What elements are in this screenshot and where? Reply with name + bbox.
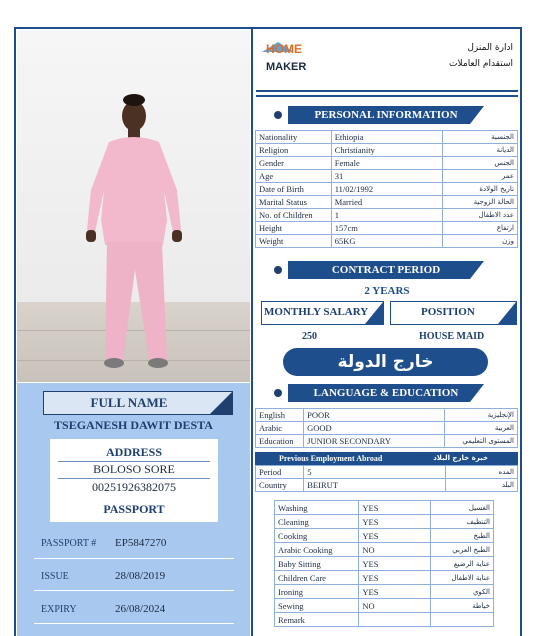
info-row xyxy=(256,183,518,196)
corner-accent xyxy=(470,261,484,279)
corner-accent xyxy=(210,392,232,414)
skill-row xyxy=(275,557,494,571)
info-row xyxy=(256,235,518,248)
skill-row-value xyxy=(359,613,431,627)
prev-row-value: 5 xyxy=(304,466,445,479)
logo-line2: MAKER xyxy=(266,61,307,73)
skill-row-arabic: خياطة xyxy=(430,599,493,613)
contract-period-value: 2 YEARS xyxy=(364,285,410,297)
info-row-arabic: الجنسية xyxy=(443,131,518,144)
skill-row-arabic xyxy=(430,613,493,627)
info-row xyxy=(256,157,518,170)
lang-row xyxy=(256,422,518,435)
info-row-value: 65KG xyxy=(331,235,443,248)
info-row xyxy=(256,209,518,222)
salary-label: MONTHLY SALARY xyxy=(264,306,369,318)
lang-row xyxy=(256,435,518,448)
info-row-label: Age xyxy=(256,170,332,183)
skill-row xyxy=(275,599,494,613)
skill-row-arabic: الكوي xyxy=(430,585,493,599)
lang-row-arabic: العربية xyxy=(444,422,517,435)
divider xyxy=(58,478,210,479)
skill-row-value: YES xyxy=(359,571,431,585)
monthly-salary-header xyxy=(261,301,384,325)
skill-row-value: YES xyxy=(359,585,431,599)
skill-row xyxy=(275,501,494,515)
skill-row-arabic: الطبخ xyxy=(430,529,493,543)
info-row-label: Nationality xyxy=(256,131,332,144)
section-title: LANGUAGE & EDUCATION xyxy=(288,384,484,402)
frame-divider xyxy=(251,27,253,636)
skill-row-value: YES xyxy=(359,557,431,571)
lang-row-label: English xyxy=(256,409,304,422)
header-rule xyxy=(256,90,518,92)
info-row xyxy=(256,196,518,209)
passport-header xyxy=(50,497,218,522)
divider xyxy=(34,623,234,624)
info-row xyxy=(256,131,518,144)
position-value: HOUSE MAID xyxy=(419,331,485,342)
personal-info-table xyxy=(255,130,518,248)
info-row-value: 31 xyxy=(331,170,443,183)
prev-row-arabic: البلد xyxy=(445,479,517,492)
arabic-title-line: استقدام العاملات xyxy=(449,59,513,69)
person-figure xyxy=(17,30,250,382)
lang-row xyxy=(256,409,518,422)
info-row-arabic: ارتفاع xyxy=(443,222,518,235)
bullet-icon xyxy=(274,266,282,274)
language-table xyxy=(255,408,518,448)
home-maker-logo xyxy=(262,34,320,78)
prev-row-arabic: المده xyxy=(445,466,517,479)
expiry-date: 26/08/2024 xyxy=(115,603,166,615)
fullname-header xyxy=(43,391,233,415)
frame-left xyxy=(14,27,16,636)
info-row xyxy=(256,222,518,235)
lang-row-value: POOR xyxy=(304,409,445,422)
lang-row-value: GOOD xyxy=(304,422,445,435)
skill-row-arabic: الغسيل xyxy=(430,501,493,515)
skill-row-label: Arabic Cooking xyxy=(275,543,359,557)
skill-row-label: Washing xyxy=(275,501,359,515)
arabic-title xyxy=(449,40,513,72)
info-row-value: Ethiopia xyxy=(331,131,443,144)
info-row-label: Date of Birth xyxy=(256,183,332,196)
bullet-icon xyxy=(274,111,282,119)
skill-row-value: YES xyxy=(359,501,431,515)
info-row-value: Christianity xyxy=(331,144,443,157)
info-row xyxy=(256,170,518,183)
divider xyxy=(34,590,234,591)
header-rule xyxy=(256,95,518,97)
skill-row-value: YES xyxy=(359,515,431,529)
skill-row xyxy=(275,543,494,557)
lang-row-value: JUNIOR SECONDARY xyxy=(304,435,445,448)
info-row-value: 157cm xyxy=(331,222,443,235)
skill-row-label: Sewing xyxy=(275,599,359,613)
fullname-value: TSEGANESH DAWIT DESTA xyxy=(54,418,213,432)
lang-row-label: Education xyxy=(256,435,304,448)
position-label: POSITION xyxy=(421,306,475,318)
address-box xyxy=(50,439,218,497)
personal-id-panel xyxy=(17,383,250,636)
prev-row xyxy=(256,479,518,492)
info-row-arabic: الديانة xyxy=(443,144,518,157)
info-row-label: Gender xyxy=(256,157,332,170)
logo-line1: HOME xyxy=(266,42,302,56)
skill-row-arabic: عناية الاطفال xyxy=(430,571,493,585)
skill-row-arabic: عناية الرضيع xyxy=(430,557,493,571)
info-row-label: Height xyxy=(256,222,332,235)
skill-row-value: NO xyxy=(359,599,431,613)
skill-row-arabic: الطبخ العربي xyxy=(430,543,493,557)
address-value: BOLOSO SORE xyxy=(93,462,175,476)
prev-row-value: BEIRUT xyxy=(304,479,445,492)
info-row-arabic: تاريخ الولادة xyxy=(443,183,518,196)
section-personal xyxy=(274,106,504,124)
passport-label: PASSPORT xyxy=(103,502,165,516)
frame-top xyxy=(14,27,522,29)
section-language xyxy=(274,384,504,402)
info-row-arabic: عدد الاطفال xyxy=(443,209,518,222)
info-row-value: 1 xyxy=(331,209,443,222)
lang-row-arabic: الإنجليزية xyxy=(444,409,517,422)
salary-value: 250 xyxy=(302,331,317,342)
issue-label: ISSUE xyxy=(41,571,69,582)
expiry-label: EXPIRY xyxy=(41,604,77,615)
info-row-value: 11/02/1992 xyxy=(331,183,443,196)
skill-row-label: Remark xyxy=(275,613,359,627)
skill-row xyxy=(275,529,494,543)
skill-row-label: Ironing xyxy=(275,585,359,599)
skill-row-arabic: التنظيف xyxy=(430,515,493,529)
skill-row xyxy=(275,571,494,585)
skill-row-label: Children Care xyxy=(275,571,359,585)
info-row-arabic: الحالة الزوجية xyxy=(443,196,518,209)
skills-table xyxy=(274,500,494,627)
info-row-label: No. of Children xyxy=(256,209,332,222)
frame-right xyxy=(520,27,522,636)
section-title: PERSONAL INFORMATION xyxy=(288,106,484,124)
corner-accent xyxy=(365,302,383,324)
skill-row-label: Cleaning xyxy=(275,515,359,529)
previous-employment-arabic: خبرة خارج البلاد xyxy=(433,454,488,462)
prev-row-label: Period xyxy=(256,466,304,479)
address-number: 00251926382075 xyxy=(92,480,176,494)
lang-row-arabic: المستوى التعليمي xyxy=(444,435,517,448)
issue-date: 28/08/2019 xyxy=(115,570,166,582)
skill-row-value: NO xyxy=(359,543,431,557)
section-contract xyxy=(274,261,504,279)
skill-row-label: Baby Sitting xyxy=(275,557,359,571)
skill-row xyxy=(275,515,494,529)
prev-row-label: Country xyxy=(256,479,304,492)
skill-row-label: Cooking xyxy=(275,529,359,543)
info-row xyxy=(256,144,518,157)
corner-accent xyxy=(470,384,484,402)
candidate-photo xyxy=(17,30,250,382)
fullname-label: FULL NAME xyxy=(90,395,168,410)
skill-row-value: YES xyxy=(359,529,431,543)
info-row-label: Religion xyxy=(256,144,332,157)
info-row-arabic: وزن xyxy=(443,235,518,248)
prev-row xyxy=(256,466,518,479)
passport-number-value: EP5847270 xyxy=(115,537,167,549)
previous-employment-title: Previous Employment Abroad xyxy=(279,454,383,463)
passport-number-label: PASSPORT # xyxy=(41,538,97,549)
info-row-label: Weight xyxy=(256,235,332,248)
bullet-icon xyxy=(274,389,282,397)
address-label: ADDRESS xyxy=(105,445,162,459)
info-row-arabic: الجنس xyxy=(443,157,518,170)
abroad-banner: خارج الدولة xyxy=(283,348,488,376)
section-title: CONTRACT PERIOD xyxy=(288,261,484,279)
info-row-value: Female xyxy=(331,157,443,170)
divider xyxy=(34,558,234,559)
previous-employment-header xyxy=(255,452,518,465)
info-row-label: Marital Status xyxy=(256,196,332,209)
arabic-title-line: ادارة المنزل xyxy=(467,43,513,53)
position-header xyxy=(390,301,517,325)
previous-employment-table xyxy=(255,465,518,492)
corner-accent xyxy=(470,106,484,124)
info-row-arabic: عمر xyxy=(443,170,518,183)
lang-row-label: Arabic xyxy=(256,422,304,435)
info-row-value: Married xyxy=(331,196,443,209)
corner-accent xyxy=(498,302,516,324)
skill-row xyxy=(275,585,494,599)
skill-row xyxy=(275,613,494,627)
